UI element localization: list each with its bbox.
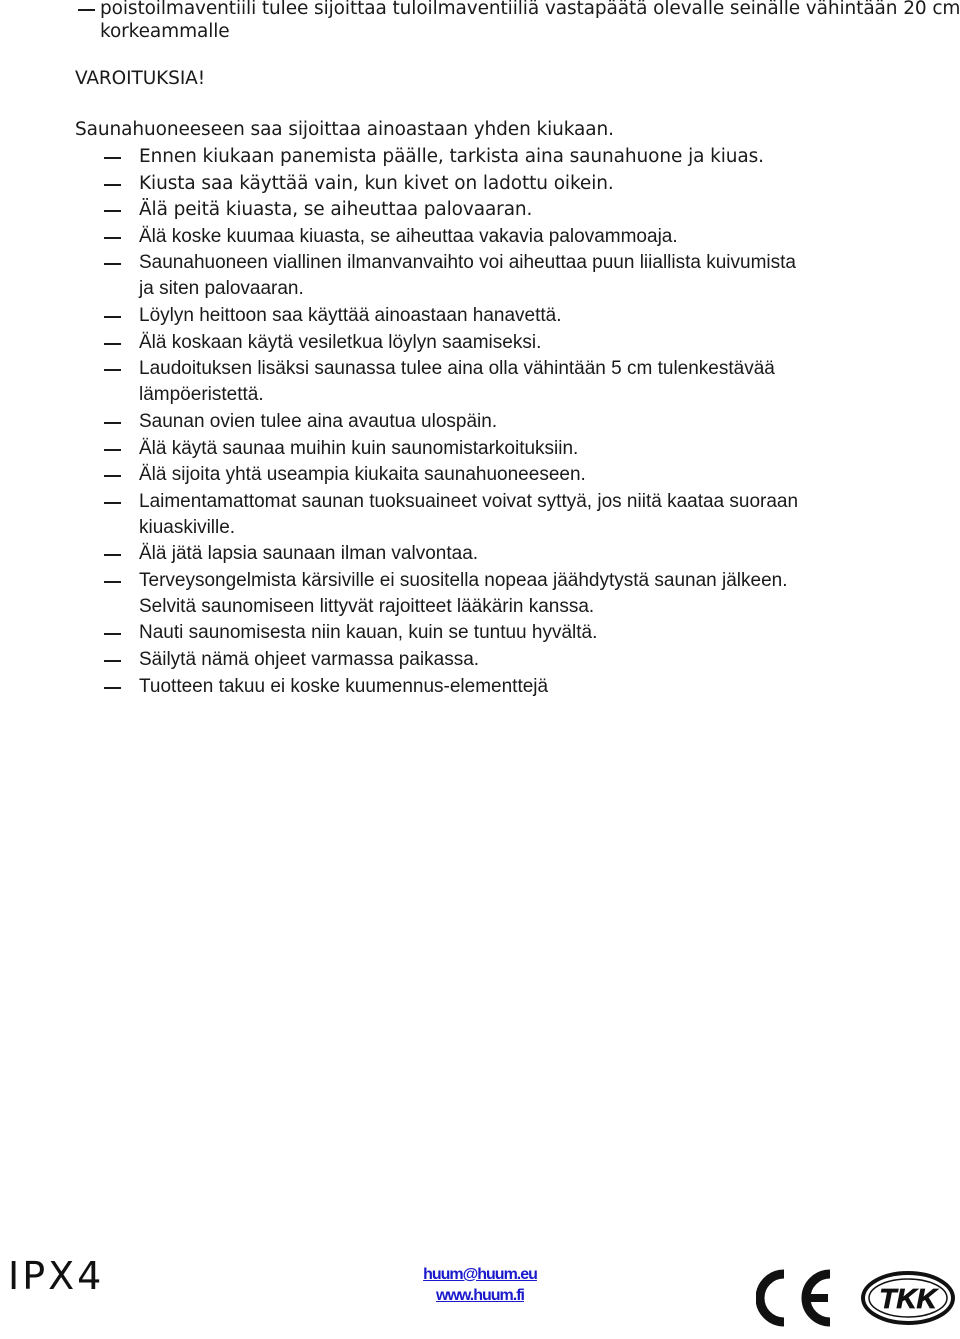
tkk-logo-icon <box>860 1270 956 1326</box>
warning-item: Kiusta saa käyttää vain, kun kivet on ladottu oikein. <box>139 173 614 194</box>
website-link[interactable]: www.huum.fi <box>436 1287 524 1304</box>
bullet-dash <box>104 422 121 424</box>
intro-bullet-line-2: korkeammalle <box>100 21 230 42</box>
bullet-dash <box>104 343 121 345</box>
bullet-dash <box>104 184 121 186</box>
ce-mark-icon <box>756 1268 846 1328</box>
bullet-dash <box>104 660 121 662</box>
warnings-heading: VAROITUKSIA! <box>75 68 206 89</box>
warnings-lead: Saunahuoneeseen saa sijoittaa ainoastaan yhden kiukaan. <box>75 119 614 140</box>
warning-item: Älä jätä lapsia saunaan ilman valvontaa. <box>139 543 479 564</box>
warning-item: Tuotteen takuu ei koske kuumennus-elementtejä <box>139 676 549 697</box>
warning-item-continued: kiuaskiville. <box>139 517 236 538</box>
warning-item: Älä käytä saunaa muihin kuin saunomistarkoituksiin. <box>139 438 579 459</box>
warning-item: Saunahuoneen viallinen ilmanvanvaihto voi aiheuttaa puun liiallista kuivumista <box>139 252 796 273</box>
email-link[interactable]: huum@huum.eu <box>423 1266 537 1283</box>
warning-item-continued: ja siten palovaaran. <box>139 278 304 299</box>
warning-item-continued: lämpöeristettä. <box>139 384 264 405</box>
warning-item-continued: Selvitä saunomiseen littyvät rajoitteet lääkärin kanssa. <box>139 596 595 617</box>
bullet-dash <box>104 581 121 583</box>
warning-item: Älä koskaan käytä vesiletkua löylyn saamiseksi. <box>139 332 542 353</box>
tkk-logo-text: TKK <box>879 1283 937 1314</box>
bullet-dash <box>104 449 121 451</box>
warning-item: Nauti saunomisesta niin kauan, kuin se tuntuu hyvältä. <box>139 622 598 643</box>
bullet-dash <box>104 263 121 265</box>
bullet-dash <box>104 554 121 556</box>
warning-item: Löylyn heittoon saa käyttää ainoastaan hanavettä. <box>139 305 562 326</box>
bullet-dash <box>104 210 121 212</box>
bullet-dash <box>104 316 121 318</box>
bullet-dash <box>104 157 121 159</box>
bullet-dash <box>104 687 121 689</box>
warning-item: Laudoituksen lisäksi saunassa tulee aina olla vähintään 5 cm tulenkestävää <box>139 358 775 379</box>
ipx4-rating-mark: IPX4 <box>8 1254 105 1298</box>
warning-item: Laimentamattomat saunan tuoksuaineet voivat syttyä, jos niitä kaataa suoraan <box>139 491 799 512</box>
bullet-dash <box>104 237 121 239</box>
warning-item: Saunan ovien tulee aina avautua ulospäin. <box>139 411 498 432</box>
intro-bullet-line-1: poistoilmaventiili tulee sijoittaa tuloilmaventiiliä vastapäätä olevalle seinälle vähintään 20 cm <box>100 0 960 19</box>
warning-item: Säilytä nämä ohjeet varmassa paikassa. <box>139 649 480 670</box>
bullet-dash <box>104 633 121 635</box>
warning-item: Ennen kiukaan panemista päälle, tarkista aina saunahuone ja kiuas. <box>139 146 764 167</box>
warning-item: Älä peitä kiuasta, se aiheuttaa palovaaran. <box>139 199 533 220</box>
warning-item: Älä koske kuumaa kiuasta, se aiheuttaa vakavia palovammoaja. <box>139 226 678 247</box>
bullet-dash <box>104 475 121 477</box>
warning-item: Terveysongelmista kärsiville ei suositella nopeaa jäähdytystä saunan jälkeen. <box>139 570 788 591</box>
bullet-dash <box>104 502 121 504</box>
warning-item: Älä sijoita yhtä useampia kiukaita saunahuoneeseen. <box>139 464 586 485</box>
bullet-dash <box>78 9 95 11</box>
bullet-dash <box>104 369 121 371</box>
